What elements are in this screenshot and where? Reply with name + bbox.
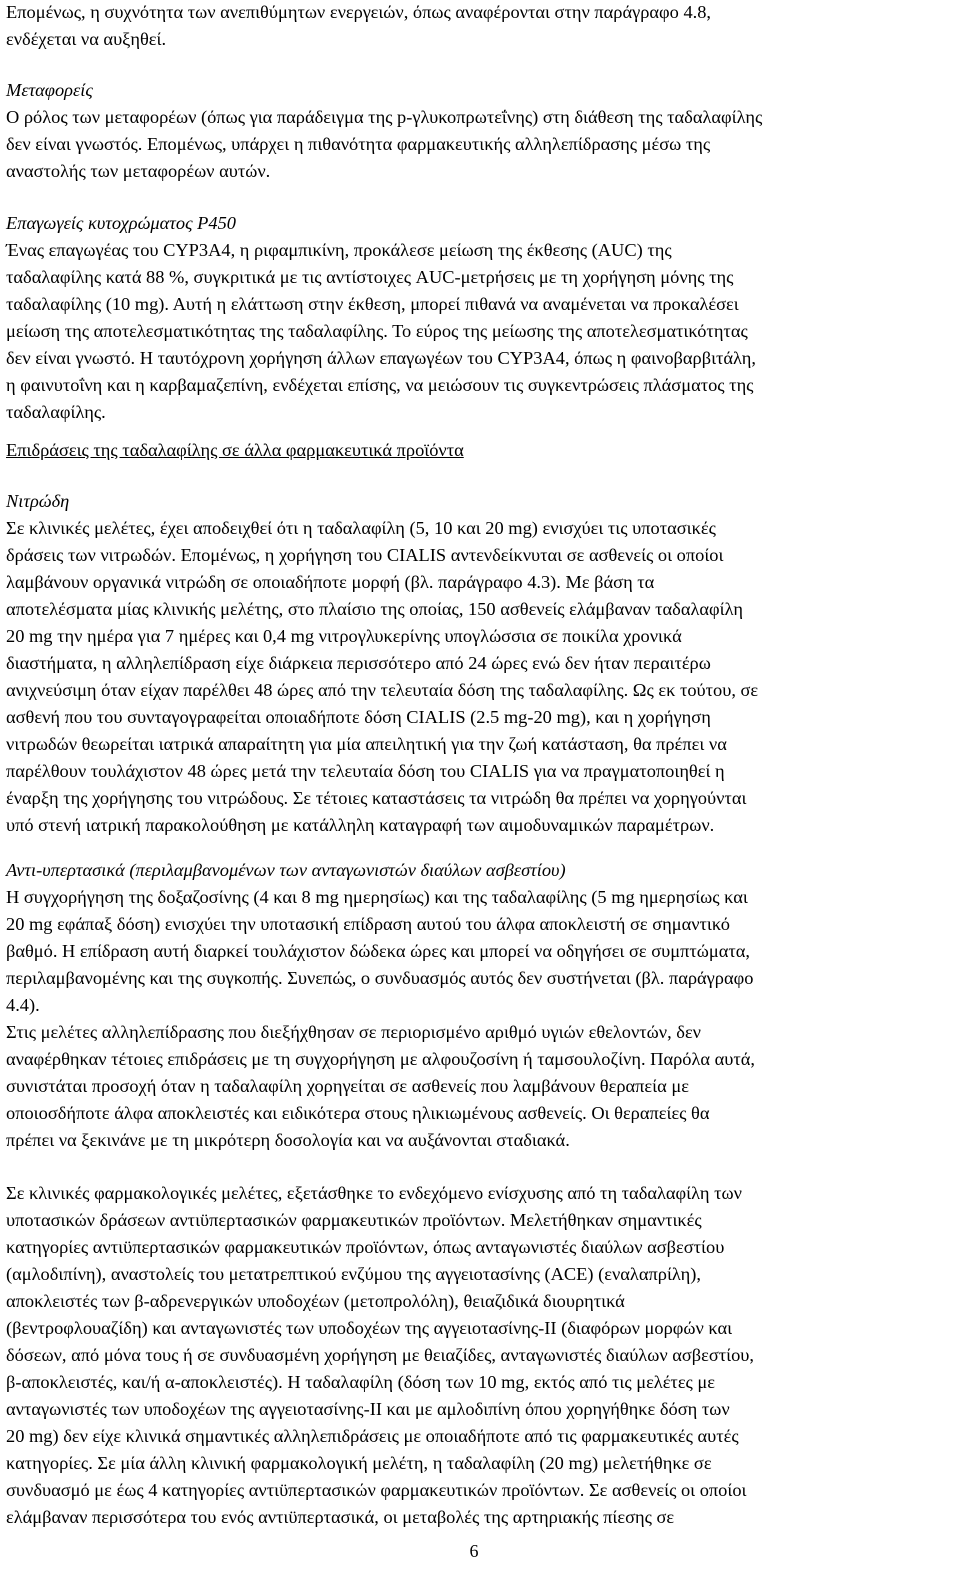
- text-line: συνδυασμό με έως 4 κατηγορίες αντιϋπερτασικών φαρμακευτικών προϊόντων. Σε ασθενείς οι οποίοι: [6, 1480, 747, 1500]
- text-line: αποτελέσματα μίας κλινικής μελέτης, στο πλαίσιο της οποίας, 150 ασθενείς ελάμβαναν ταδαλαφίλη: [6, 599, 743, 619]
- text-line: 20 mg) δεν είχε κλινικά σημαντικές αλληλεπιδράσεις με οποιαδήποτε από τις φαρμακευτικές αυτές: [6, 1426, 739, 1446]
- text-line: συνιστάται προσοχή όταν η ταδαλαφίλη χορηγείται σε ασθενείς που λαμβάνουν θεραπεία με: [6, 1076, 689, 1096]
- page-number: 6: [469, 1541, 479, 1561]
- text-line: αναστολής των μεταφορέων αυτών.: [6, 161, 271, 181]
- text-line: 20 mg εφάπαξ δόση) ενισχύει την υποτασική επίδραση αυτού του άλφα αποκλειστή σε σημαντικό: [6, 914, 730, 934]
- text-line: μείωση της αποτελεσματικότητας της ταδαλαφίλης. Το εύρος της μείωσης της αποτελεσματικότητας: [6, 321, 748, 341]
- text-line: (αμλοδιπίνη), αναστολείς του μετατρεπτικού ενζύμου της αγγειοτασίνης (ACE) (εναλαπρίλη),: [6, 1264, 701, 1284]
- text-line: β-αποκλειστές, και/ή α-αποκλειστές). Η ταδαλαφίλη (δόση των 10 mg, εκτός από τις μελέτες με: [6, 1372, 716, 1392]
- text-line: ασθενή που του συνταγογραφείται οποιαδήποτε δόση CIALIS (2.5 mg-20 mg), και η χορήγηση: [6, 707, 711, 727]
- text-line: κατηγορίες αντιϋπερτασικών φαρμακευτικών προϊόντων, όπως ανταγωνιστές διαύλων ασβεστίου: [6, 1237, 725, 1257]
- text-line: κατηγορίες. Σε μία άλλη κλινική φαρμακολογική μελέτη, η ταδαλαφίλη (20 mg) μελετήθηκε σε: [6, 1453, 712, 1473]
- text-line: η φαινυτοΐνη και η καρβαμαζεπίνη, ενδέχεται επίσης, να μειώσουν τις συγκεντρώσεις πλάσματος της: [6, 375, 754, 395]
- text-line: ενδέχεται να αυξηθεί.: [6, 29, 167, 49]
- text-line: ανταγωνιστές των υποδοχέων της αγγειοτασίνης-ΙΙ και με αμλοδιπίνη όπου χορηγήθηκε δόση των: [6, 1399, 730, 1419]
- text-line: ταδαλαφίλης.: [6, 402, 106, 422]
- text-line: 20 mg την ημέρα για 7 ημέρες και 0,4 mg νιτρογλυκερίνης υπογλώσσια σε ποικίλα χρονικά: [6, 626, 682, 646]
- text-line: οποιοσδήποτε άλφα αποκλειστές και ειδικότερα στους ηλικιωμένους ασθενείς. Οι θεραπείες θα: [6, 1103, 710, 1123]
- text-line: 4.4).: [6, 995, 40, 1015]
- text-line: Ένας επαγωγέας του CYP3A4, η ριφαμπικίνη, προκάλεσε μείωση της έκθεσης (AUC) της: [6, 240, 672, 260]
- text-line: Επομένως, η συχνότητα των ανεπιθύμητων ενεργειών, όπως αναφέρονται στην παράγραφο 4.8,: [6, 2, 712, 22]
- text-line: βαθμό. Η επίδραση αυτή διαρκεί τουλάχιστον δώδεκα ώρες και μπορεί να οδηγήσει σε συμπτώματα,: [6, 941, 750, 961]
- text-line: περιλαμβανομένης και της συγκοπής. Συνεπώς, ο συνδυασμός αυτός δεν συστήνεται (βλ. παράγραφο: [6, 968, 754, 988]
- text-line: αναφέρθηκαν τέτοιες επιδράσεις με τη συγχορήγηση με αλφουζοσίνη ή ταμσουλοζίνη. Παρόλα αυτά,: [6, 1049, 755, 1069]
- text-line: ανιχνεύσιμη όταν είχαν παρέλθει 48 ώρες από την τελευταία δόση της ταδαλαφίλης. Ως εκ τούτου, σε: [6, 680, 759, 700]
- text-line: αποκλειστές των β-αδρενεργικών υποδοχέων (μετοπρολόλη), θειαζιδικά διουρητικά: [6, 1291, 625, 1311]
- text-line: (βεντροφλουαζίδη) και ανταγωνιστές των υποδοχέων της αγγειοτασίνης-ΙΙ (διαφόρων μορφών και: [6, 1318, 733, 1338]
- text-line: Σε κλινικές φαρμακολογικές μελέτες, εξετάσθηκε το ενδεχόμενο ενίσχυσης από τη ταδαλαφίλη των: [6, 1183, 742, 1203]
- text-line: Ο ρόλος των μεταφορέων (όπως για παράδειγμα της p-γλυκοπρωτεΐνης) στη διάθεση της ταδαλαφίλης: [6, 107, 763, 127]
- subheading-cyp450-inducers: Επαγωγείς κυτοχρώματος P450: [6, 213, 236, 233]
- text-line: ταδαλαφίλης (10 mg). Αυτή η ελάττωση στην έκθεση, μπορεί πιθανά να αναμένεται να προκαλέσει: [6, 294, 739, 314]
- text-line: δεν είναι γνωστός. Επομένως, υπάρχει η πιθανότητα φαρμακευτικής αλληλεπίδρασης μέσω της: [6, 134, 711, 154]
- subheading-transporters: Μεταφορείς: [6, 80, 93, 100]
- text-line: παρέλθουν τουλάχιστον 48 ώρες μετά την τελευταία δόση του CIALIS για να πραγματοποιηθεί η: [6, 761, 725, 781]
- text-line: λαμβάνουν οργανικά νιτρώδη σε οποιαδήποτε μορφή (βλ. παράγραφο 4.3). Με βάση τα: [6, 572, 655, 592]
- section-heading-effects: Επιδράσεις της ταδαλαφίλης σε άλλα φαρμακευτικά προϊόντα: [6, 440, 464, 460]
- subheading-nitrates: Νιτρώδη: [6, 491, 70, 511]
- text-line: υπό στενή ιατρική παρακολούθηση με κατάλληλη καταγραφή των αιμοδυναμικών παραμέτρων.: [6, 815, 715, 835]
- text-line: Σε κλινικές μελέτες, έχει αποδειχθεί ότι η ταδαλαφίλη (5, 10 και 20 mg) ενισχύει τις υποτασικές: [6, 518, 716, 538]
- text-line: πρέπει να ξεκινάνε με τη μικρότερη δοσολογία και να αυξάνονται σταδιακά.: [6, 1130, 570, 1150]
- subheading-antihypertensives: Αντι-υπερτασικά (περιλαμβανομένων των ανταγωνιστών διαύλων ασβεστίου): [6, 860, 566, 880]
- text-line: Η συγχορήγηση της δοξαζοσίνης (4 και 8 mg ημερησίως) και της ταδαλαφίλης (5 mg ημερησίως και: [6, 887, 748, 907]
- text-line: Στις μελέτες αλληλεπίδρασης που διεξήχθησαν σε περιορισμένο αριθμό υγιών εθελοντών, δεν: [6, 1022, 701, 1042]
- text-line: δόσεων, από μόνα τους ή σε συνδυασμένη χορήγηση με θειαζίδες, ανταγωνιστές διαύλων ασβεστίου,: [6, 1345, 755, 1365]
- text-line: δεν είναι γνωστό. Η ταυτόχρονη χορήγηση άλλων επαγωγέων του CYP3A4, όπως η φαινοβαρβιτάλη,: [6, 348, 757, 368]
- text-line: έναρξη της χορήγησης του νιτρώδους. Σε τέτοιες καταστάσεις τα νιτρώδη θα πρέπει να χορηγούνται: [6, 788, 747, 808]
- text-line: διαστήματα, η αλληλεπίδραση είχε διάρκεια περισσότερο από 24 ώρες ενώ δεν ήταν περαιτέρω: [6, 653, 711, 673]
- text-line: δράσεις των νιτρωδών. Επομένως, η χορήγηση του CIALIS αντενδείκνυται σε ασθενείς οι οποίοι: [6, 545, 724, 565]
- text-line: ελάμβαναν περισσότερα του ενός αντιϋπερτασικά, οι μεταβολές της αρτηριακής πίεσης σε: [6, 1507, 675, 1527]
- text-line: ταδαλαφίλης κατά 88 %, συγκριτικά με τις αντίστοιχες AUC-μετρήσεις με τη χορήγηση μόνης της: [6, 267, 734, 287]
- text-line: υποτασικών δράσεων αντιϋπερτασικών φαρμακευτικών προϊόντων. Μελετήθηκαν σημαντικές: [6, 1210, 702, 1230]
- text-line: νιτρωδών θεωρείται ιατρικά απαραίτητη για μία απειλητική για την ζωή κατάσταση, θα πρέπει να: [6, 734, 727, 754]
